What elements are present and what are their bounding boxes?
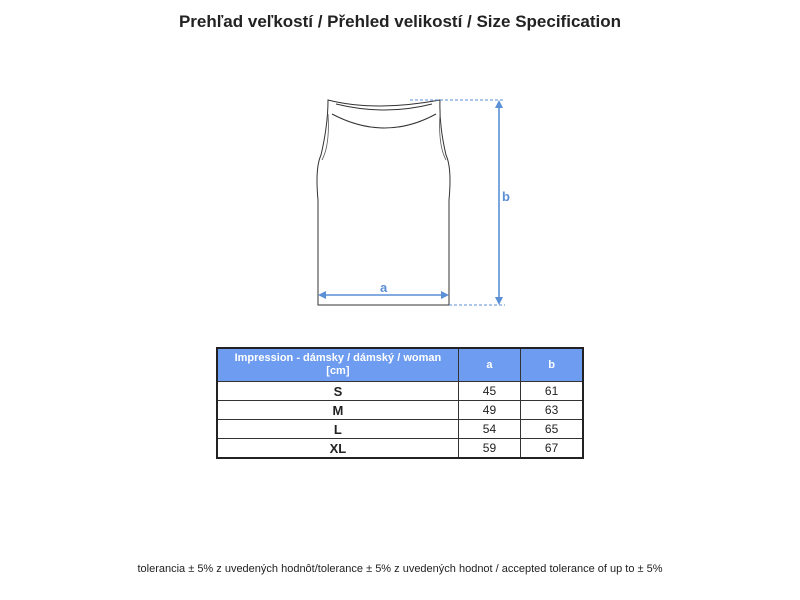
header-a: a	[458, 348, 520, 382]
value-a-cell: 45	[458, 382, 520, 401]
size-table	[216, 347, 584, 459]
value-a-cell: 49	[458, 401, 520, 420]
table-row	[217, 439, 583, 459]
page-title: Prehľad veľkostí / Přehled velikostí / Size Specification	[178, 12, 622, 31]
value-a-cell: 59	[458, 439, 520, 459]
dimension-b-label: b	[502, 189, 510, 204]
dimension-a-label: a	[380, 280, 388, 295]
size-cell: L	[217, 420, 458, 439]
garment-outline	[317, 100, 450, 305]
header-impression: Impression - dámsky / dámský / woman [cm]	[217, 348, 458, 382]
arrow-b-top	[495, 100, 503, 108]
size-cell: M	[217, 401, 458, 420]
header-b: b	[521, 348, 583, 382]
value-a-cell: 54	[458, 420, 520, 439]
table-row	[217, 382, 583, 401]
tolerance-note: tolerancia ± 5% z uvedených hodnôt/tolerance ± 5% z uvedených hodnot / accepted tolerance of up to ± 5%	[137, 563, 663, 575]
value-b-cell: 61	[521, 382, 583, 401]
size-cell: XL	[217, 439, 458, 459]
table-header-row	[217, 348, 583, 382]
value-b-cell: 63	[521, 401, 583, 420]
tank-top-outline	[300, 90, 530, 320]
size-cell: S	[217, 382, 458, 401]
value-b-cell: 67	[521, 439, 583, 459]
table-row	[217, 420, 583, 439]
table-row	[217, 401, 583, 420]
value-b-cell: 65	[521, 420, 583, 439]
arrow-b-bottom	[495, 297, 503, 305]
tank-top-diagram	[300, 90, 530, 320]
